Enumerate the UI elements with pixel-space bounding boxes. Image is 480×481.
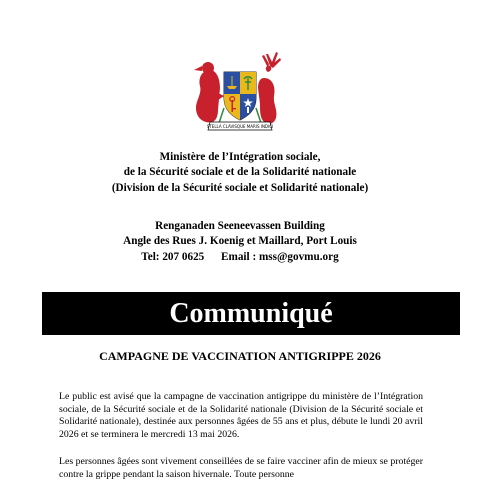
dodo-supporter bbox=[194, 62, 224, 122]
ministry-header bbox=[0, 150, 480, 196]
coat-of-arms-emblem bbox=[188, 48, 292, 138]
body-paragraph-2: Les personnes âgées sont vivement conseillées de se faire vacciner afin de mieux se protéger contre la grippe pendant la saison hivernale. Toute personne bbox=[59, 456, 423, 480]
document-title: CAMPAGNE DE VACCINATION ANTIGRIPPE 2026 bbox=[99, 349, 381, 363]
motto-scroll bbox=[207, 122, 273, 130]
body-paragraph-1: Le public est avisé que la campagne de vaccination antigrippe du ministère de l’Intégration sociale, de la Sécurité sociale et de la Solidarité nationale (Division de la Sécurité sociale et Solidarité nationale), destinée aux personnes âgées de 55 ans et plus, débute le lundi 20 avril 2026 et se terminera le mercredi 13 mai 2026. bbox=[59, 391, 423, 440]
communique-banner bbox=[42, 292, 460, 335]
ministry-name-line2: de la Sécurité sociale et de la Solidarité nationale bbox=[123, 166, 357, 179]
contact-line: Tel: 207 0625 Email : mss@govmu.org bbox=[141, 250, 339, 263]
address-block bbox=[0, 219, 480, 265]
banner-title: Communiqué bbox=[169, 297, 333, 329]
ministry-name-line1: Ministère de l’Intégration sociale, bbox=[159, 151, 321, 163]
shield bbox=[224, 72, 256, 120]
deer-supporter bbox=[258, 52, 281, 124]
street-address: Angle des Rues J. Koenig et Maillard, Port Louis bbox=[123, 235, 357, 248]
building-name: Renganaden Seeneevassen Building bbox=[155, 220, 325, 232]
motto-text: STELLA CLAVISQUE MARIS INDICI bbox=[206, 124, 274, 130]
ministry-division: (Division de la Sécurité sociale et Solidarité nationale) bbox=[111, 181, 369, 194]
